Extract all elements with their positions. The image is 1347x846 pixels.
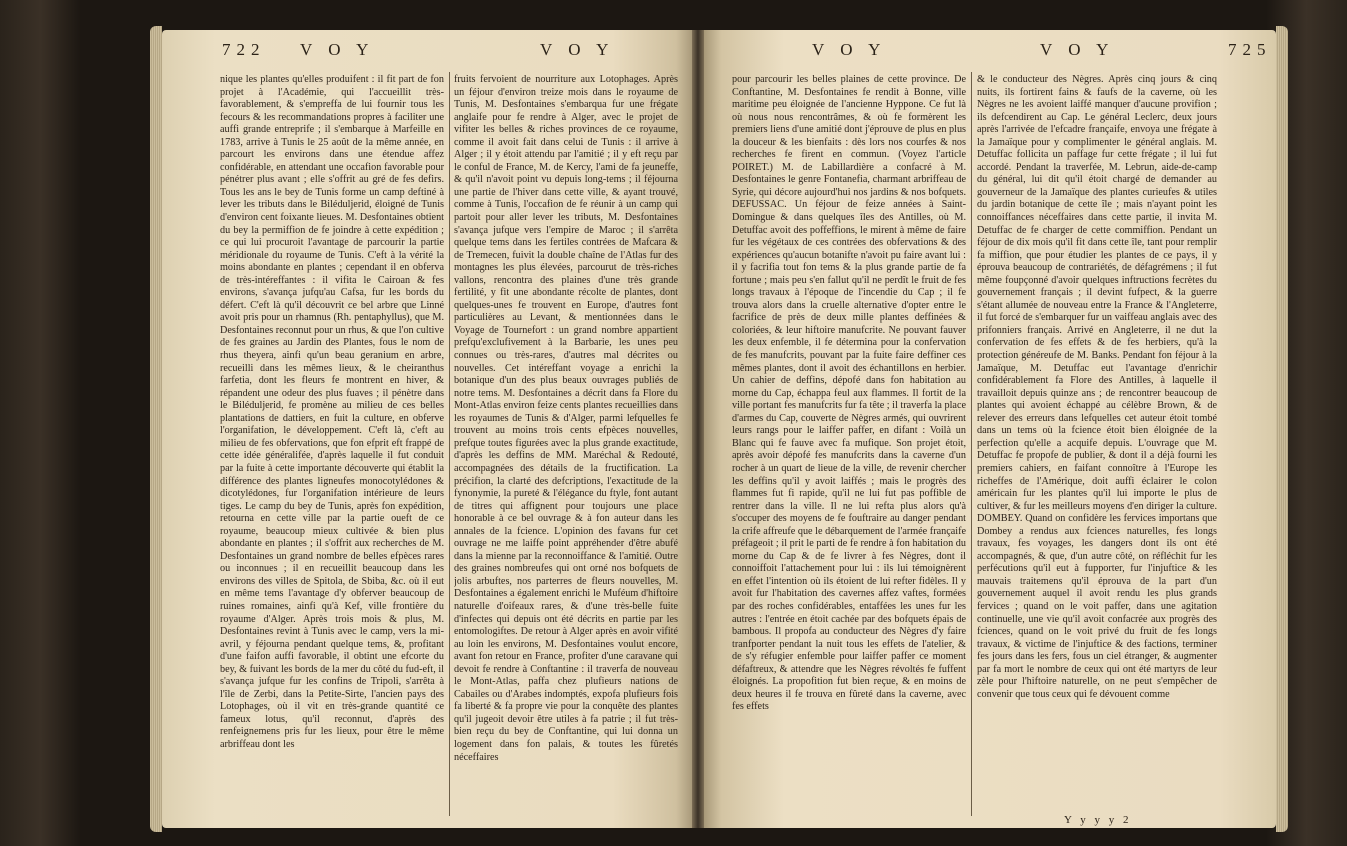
left-column-rule — [449, 72, 450, 816]
right-page-column-2: & le conducteur des Nègres. Après cinq jours & cinq nuits, ils fortirent fains & faufs de la caverne, où les Nègres ne les avoient laiffé manquer d'aucune provifion ; ils defcendirent au Cap. Le général Leclerc, deux jours après l'arrivée de l'efcadre françaife, envoya une frégate à la Jamaïque pour y complimenter le général anglais. M. Detuffac follicita un paffage fur cette frégate ; il lui fut accordé. Pendant la traverfée, M. Lebrun, aide-de-camp du général, lui dit qu'il étoit chargé de demander au gouverneur de la Jamaïque des plantes curieufes & utiles du jardin botanique de cette île ; mais n'ayant point les connoiffances néceffaires dans cette partie, il invita M. Detuffac de fe charger de cette commiffion. Pendant un féjour de dix mois qu'il fit dans cette île, tant pour remplir fa miffion, que pour étudier les plantes de ce pays, il y éprouva beaucoup de contrariétés, de défagrémens ; il fut même foupçonné d'avoir quelques inftructions fecrètes du gouvernement français ; il devint fufpect, & la guerre s'étant allumée de nouveau entre la France & l'Angleterre, il fut forcé de s'embarquer fur un vaiffeau anglais avec des prifonniers français. Arrivé en Angleterre, il ne dut la confervation de fes effets & de fes herbiers, qu'à la protection généreufe de M. Banks. Pendant fon féjour à la Jamaïque, M. Detuffac eut l'avantage d'enrichir confidérablement fa Flore des Antilles, à laquelle il travailloit depuis quinze ans ; de rencontrer beaucoup de plantes qui avoient échappé au célèbre Brown, & de relever des erreurs dans lefquelles cet auteur étoit tombé dans un tems où la fcience étoit bien éloignée de la perfection qu'elle a acquife depuis. L'ouvrage que M. Detuffac fe propofe de publier, & dont il a déjà fourni les premiers cahiers, en faifant connoître à l'Europe les richeffes de l'Amérique, doit auffi éclairer le colon américain fur les plantes qu'il lui importe le plus de cultiver, & fur les meilleurs moyens d'en diriger la culture. DOMBEY. Quand on confidère les fervices importans que Dombey a rendus aux fciences naturelles, fes longs travaux, fes voyages, les dangers dont ils ont été accompagnés, & que, d'un autre côté, on réfléchit fur les perfécutions qu'il eut à fupporter, fur l'injuftice & les mauvais traitemens qu'il éprouva de la part d'un gouvernement auquel il avoit rendu les plus grands fervices ; quand on le voit paffer, dans une agitation continuelle, une vie qu'il avoit confacrée aux progrès des fciences, quand on le voit privé du fruit de fes longs travaux, & victime de l'injuftice & des factions, terminer fes jours dans les fers, fous un ciel étranger, & augmenter par fa mort le nombre de ceux qui ont été martyrs de leur zèle pour l'hiftoire naturelle, on ne peut s'empêcher de convenir que tous ceux qui fe dévouent comme — [977, 74, 1217, 700]
signature-mark: Y y y y 2 — [1064, 814, 1132, 826]
right-page-column-1: pour parcourir les belles plaines de cette province. De Conftantine, M. Desfontaines fe rendit à Bonne, ville maritime peu éloignée de l'ancienne Hyppone. Ce fut là où nous nous rencontrâmes, & où fe formèrent les premiers liens d'une amitié dont j'éprouve de plus en plus la douceur & les bienfaits : dès lors nos courfes & nos recherches fe firent en commun. (Voyez l'article POIRET.) M. de Labillardière a confacré à M. Desfontaines le genre Fontanefia, charmant arbriffeau de Syrie, qui décore aujourd'hui nos jardins & nos bofquets. DEFUSSAC. Un féjour de feize années à Saint-Domingue & dans quelques îles des Antilles, où M. Detuffac avoit des poffeffions, le mirent à même de faire fur les végétaux de ces contrées des obfervations & des expériences qu'aucun botanifte n'avoit pu faire avant lui : il y facrifia tout fon tems & la plus grande partie de fa fortune ; mais peu s'en fallut qu'il ne perdît le fruit de fes longs travaux à l'époque de l'incendie du Cap ; il fe trouva alors dans la cruelle alternative d'opter entre le facrifice de près de deux mille plantes deffinées & coloriées, & leur hiftoire manufcrite. Ne pouvant fauver les deux enfemble, il fe détermina pour la confervation de fes manufcrits, pouvant par la fuite faire deffiner ces mêmes plantes, dont il avoit des échantillons en herbier. Un cahier de deffins, dépofé dans fon habitation au morne du Cap, échappa feul aux flammes. Il fortit de la ville portant fes manufcrits fur fa tête ; il traverfa la place d'armes du Cap, couverte de Nègres armés, qui ouvrirent leurs rangs pour le laiffer paffer, en difant : Voilà un Blanc qui fe fauve avec fa mufique. Son projet étoit, après avoir dépofé fes manufcrits dans la caverne d'un rocher à un quart de lieue de la ville, de revenir chercher les deffins qu'il y avoit laiffés ; mais le progrès des flammes fut fi rapide, qu'il ne lui fut pas poffible de rentrer dans la ville. Il ne lui refta plus alors qu'à s'occuper des moyens de fe fouftraire au danger pendant la crife affreufe que le débarquement de l'armée françaife préfageoit ; il prit le parti de fe rendre à fon habitation du morne du Cap & de fe livrer à fes Nègres, dont il connoiffoit l'attachement pour lui : ils lui témoignèrent en effet l'intention où ils étoient de lui refter fidèles. Il y avoit fur l'habitation des cavernes affez vaftes, formées par des roches confidérables, entaffées les unes fur les autres : l'entrée en étoit cachée par des bofquets épais de bambous. Il propofa au conducteur des Nègres d'y faire tranfporter pendant la nuit tous les effets de l'atelier, & de s'y réfugier enfemble pour laiffer paffer ce moment défaftreux, & attendre que les Nègres révoltés fe fuffent éloignés. La propofition fut bien reçue, & en moins de deux heures il fe trouva en fûreté dans la caverne, avec fes effets — [732, 74, 966, 713]
left-head-right: V O Y — [540, 40, 615, 59]
left-page-edges — [150, 26, 162, 832]
left-head-left: V O Y — [300, 40, 375, 59]
left-page-number: 722 — [222, 40, 266, 59]
book-gutter — [692, 30, 704, 828]
right-head-right: V O Y — [1040, 40, 1115, 59]
left-page-column-1: nique les plantes qu'elles produifent : il fit part de fon projet à l'Académie, qui l'accueillit très-favorablement, & s'empreffa de lui fournir tous les fecours & les recommandations propres à faciliter une auffi grande entreprife ; il s'embarque à Marfeille en 1783, arrive à Tunis le 25 août de la même année, en parcourt les environs dans une étendue affez confidérable, en attendant une occafion favorable pour pénétrer plus avant ; elle s'offrit au gré de fes defirs. Tous les ans le bey de Tunis forme un camp deftiné à lever les tributs dans le Biléduljerid, éloigné de Tunis d'environ cent foixante lieues. M. Desfontaines obtient du bey la permiffion de fe joindre à cette expédition ; ce qui lui procuroit l'avantage de parcourir la partie méridionale du royaume de Tunis. C'eft à la vérité la moins abondante en plantes ; cependant il en obferva de très-intéreffantes : il vifita le Cairoan & fes environs, s'avança jufqu'au Cafsa, fur les bords du défert. C'eft là qu'il découvrit ce bel arbre que Linné avoit pris pour un rhamnus (Rh. pentaphyllus), que M. Desfontaines reconnut pour un rhus, & que l'on cultive de fes graines au Jardin des Plantes, fous le nom de rhus theyera, ainfi qu'un beau geranium en arbre, recueilli dans les mêmes lieux, & le cheiranthus farfetia, dont les fleurs fe montrent en hiver, & répandent une odeur des plus fuaves ; il pénètre dans le Biléduljerid, fe promène au milieu de ces belles plantations de dattiers, en fuit la culture, en obferve l'organifation, le développement. C'eft là, c'eft au milieu de fes obfervations, que fon efprit eft frappé de cette idée généralifée, d'après laquelle il fut conduit par la fuite à cette importante découverte qui établit la différence des plantes ligneufes monocotylédones & dicotylédones, fur l'organifation intérieure de leurs tiges. Le camp du bey de Tunis, après fon expédition, retourna en cette ville par la partie oueft de ce royaume, beaucoup mieux cultivée & bien plus abondante en plantes ; il s'offrit aux recherches de M. Desfontaines un grand nombre de belles efpèces rares ou inconnues ; il en recueillit beaucoup dans les environs des villes de Spitola, de Sbiba, &c. où il eut en même tems l'avantage d'y obferver beaucoup de ruines romaines, ainfi qu'à Kef, ville frontière du royaume d'Alger. Après trois mois & plus, M. Desfontaines revint à Tunis avec le camp, vers la mi-avril, y féjourna pendant quelque tems, &, profitant d'une faifon auffi favorable, il obtint une efcorte du bey, & fuivant les bords de la mer du côté du fud-eft, il s'avança jufque fur les confins de Tripoli, s'arrêta à l'île de Zerbi, dans la Petite-Sirte, l'ancien pays des Lotophages, où il vit en très-grande quantité ce fameux lotus, qu'il reconnut, d'après des renfeignemens pris fur les lieux, pour être le même arbriffeau dont les — [220, 74, 444, 750]
left-page-column-2: fruits fervoient de nourriture aux Lotophages. Après un féjour d'environ treize mois dans le royaume de Tunis, M. Desfontaines s'embarqua fur une frégate anglaife pour fe rendre à Alger, avec le projet de vifiter les belles & riches provinces de ce royaume, comme il avoit fait dans celui de Tunis : il arrive à Alger ; il y étoit attendu par l'amitié ; il y eft reçu par le conful de France, M. de Kercy, l'ami de fa jeuneffe, & qu'il n'avoit point vu depuis long-tems ; il féjourna une partie de l'hiver dans cette ville, & ayant trouvé, comme à Tunis, l'occafion de fe réunir à un camp qui partoit pour aller lever les tributs, M. Desfontaines s'avança jufque vers l'empire de Maroc ; il s'arrêta quelque tems dans les fertiles contrées de Mafcara & de Tremecen, fuivit la double chaîne de l'Atlas fur des montagnes les plus élevées, parcourut de très-riches vallons, rencontra des plaines d'une très grande fertilité, y fit une abondante récolte de plantes, dont quelques-unes fe trouvent en Europe, d'autres font particulières au Levant, & mentionnées dans le Voyage de Tournefort : un grand nombre appartient prefqu'exclufivement à la Barbarie, les unes peu connues ou très-rares, d'autres mal décrites ou nouvelles. Cet intéreffant voyage a enrichi la botanique d'un des plus beaux ouvrages publiés de notre tems. M. Desfontaines a décrit dans fa Flore du Mont-Atlas environ feize cents plantes recueillies dans les royaumes de Tunis & d'Alger, parmi lefquelles fe trouvent au moins trois cents efpèces nouvelles, prefque toutes figurées avec la plus grande exactitude, d'après les deffins de MM. Maréchal & Redouté, accompagnées des détails de la fructification. La précifion, la clarté des defcriptions, l'exactitude de la fynonymie, la pureté & l'élégance du ftyle, font autant de titres qui affignent pour toujours une place honorable à ce bel ouvrage & à fon auteur dans les annales de la fcience. L'opinion des favans fur cet ouvrage ne me laiffe point appréhender d'être abufé dans la mienne par la reconnoiffance & l'amitié. Outre des graines nombreufes qui ont orné nos bofquets de jolis arbuftes, nos parterres de fleurs nouvelles, M. Desfontaines a également enrichi le Muféum d'hiftoire naturelle d'oifeaux rares, & d'une très-belle fuite d'infectes qui depuis ont été décrits en partie par les entomologiftes. De retour à Alger après en avoir vifité au loin les environs, M. Desfontaines voulut encore, avant fon retour en France, profiter d'une caravane qui devoit fe rendre à Conftantine : il traverfa de nouveau le Mont-Atlas, paffa chez plufieurs nations de Cabailes ou d'Arabes indomptés, expofa plufieurs fois fa liberté & fa propre vie pour la conquête des plantes qu'il jugeoit devoir être utiles à fa patrie ; il fut très-bien reçu du bey de Conftantine, qui lui donna un logement dans fon palais, & toutes les fûretés néceffaires — [454, 74, 678, 763]
right-column-rule — [971, 72, 972, 816]
right-page-edges — [1276, 26, 1288, 832]
right-page-number: 725 — [1228, 40, 1272, 59]
right-head-left: V O Y — [812, 40, 887, 59]
